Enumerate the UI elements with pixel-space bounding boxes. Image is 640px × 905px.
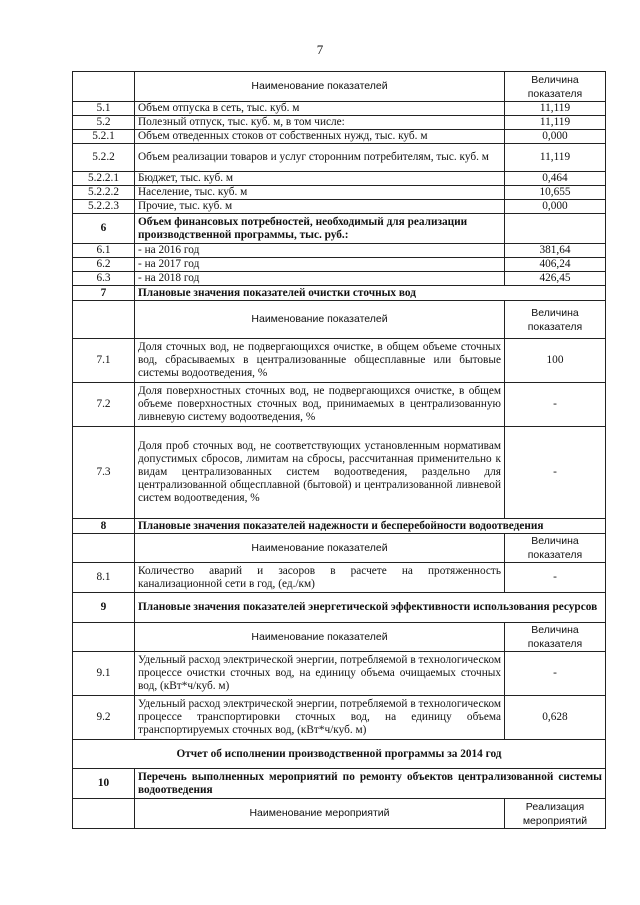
row-value: 0,000 bbox=[505, 130, 606, 144]
header-value: Величина показателя bbox=[505, 623, 606, 652]
row-number: 6.1 bbox=[73, 244, 135, 258]
row-number: 6.3 bbox=[73, 272, 135, 286]
row-name: Население, тыс. куб. м bbox=[135, 186, 505, 200]
row-value: 0,464 bbox=[505, 172, 606, 186]
section-row bbox=[73, 769, 606, 799]
row-value: 426,45 bbox=[505, 272, 606, 286]
row-number: 5.2.2.1 bbox=[73, 172, 135, 186]
row-name: Прочие, тыс. куб. м bbox=[135, 200, 505, 214]
row-value: 100 bbox=[505, 339, 606, 383]
table-header-row bbox=[73, 301, 606, 339]
table-row bbox=[73, 696, 606, 740]
table-row bbox=[73, 563, 606, 593]
section-title: Плановые значения показателей очистки сточных вод bbox=[135, 286, 606, 301]
row-name: Объем отпуска в сеть, тыс. куб. м bbox=[135, 102, 505, 116]
section-number: 8 bbox=[73, 519, 135, 534]
report-title-row bbox=[73, 740, 606, 769]
row-name: Объем отведенных стоков от собственных нужд, тыс. куб. м bbox=[135, 130, 505, 144]
row-number: 9.2 bbox=[73, 696, 135, 740]
row-name: - на 2017 год bbox=[135, 258, 505, 272]
table-row bbox=[73, 144, 606, 172]
row-value: - bbox=[505, 652, 606, 696]
table-row bbox=[73, 200, 606, 214]
section-number: 10 bbox=[73, 769, 135, 799]
section-row bbox=[73, 214, 606, 244]
table-row bbox=[73, 186, 606, 200]
header-name: Наименование показателей bbox=[135, 623, 505, 652]
section-row bbox=[73, 286, 606, 301]
row-value: 406,24 bbox=[505, 258, 606, 272]
row-value: - bbox=[505, 427, 606, 519]
header-name: Наименование показателей bbox=[135, 301, 505, 339]
section-number: 6 bbox=[73, 214, 135, 244]
row-number: 7.2 bbox=[73, 383, 135, 427]
table-header-row bbox=[73, 799, 606, 829]
row-value: 0,628 bbox=[505, 696, 606, 740]
report-title: Отчет об исполнении производственной программы за 2014 год bbox=[73, 740, 606, 769]
section-row bbox=[73, 593, 606, 623]
table-row bbox=[73, 258, 606, 272]
row-value: 11,119 bbox=[505, 116, 606, 130]
row-number: 8.1 bbox=[73, 563, 135, 593]
row-number: 9.1 bbox=[73, 652, 135, 696]
row-value: - bbox=[505, 383, 606, 427]
row-name: Удельный расход электрической энергии, потребляемой в технологическом процессе очистки сточных вод, на единицу объема очищаемых сточных вод, (кВт*ч/куб. м) bbox=[135, 652, 505, 696]
row-value: 381,64 bbox=[505, 244, 606, 258]
table-row bbox=[73, 383, 606, 427]
row-name: Объем реализации товаров и услуг сторонним потребителям, тыс. куб. м bbox=[135, 144, 505, 172]
header-value: Величина показателя bbox=[505, 534, 606, 563]
header-value: Реализация мероприятий bbox=[505, 799, 606, 829]
row-name: - на 2018 год bbox=[135, 272, 505, 286]
header-value: Величина показателя bbox=[505, 301, 606, 339]
page-number: 7 bbox=[316, 42, 324, 57]
header-value: Величина показателя bbox=[505, 72, 606, 102]
table-row bbox=[73, 339, 606, 383]
row-number: 5.2.2.2 bbox=[73, 186, 135, 200]
table-row bbox=[73, 102, 606, 116]
row-name: Доля сточных вод, не подвергающихся очистке, в общем объеме сточных вод, сбрасываемых в централизованные общесплавные или бытовые системы водоотведения, % bbox=[135, 339, 505, 383]
table-row bbox=[73, 272, 606, 286]
row-value: 0,000 bbox=[505, 200, 606, 214]
table-row bbox=[73, 116, 606, 130]
row-number: 5.1 bbox=[73, 102, 135, 116]
table-row bbox=[73, 130, 606, 144]
section-title: Плановые значения показателей надежности и бесперебойности водоотведения bbox=[135, 519, 606, 534]
table-header-row bbox=[73, 72, 606, 102]
section-number: 7 bbox=[73, 286, 135, 301]
row-value: 11,119 bbox=[505, 144, 606, 172]
row-number: 5.2.1 bbox=[73, 130, 135, 144]
section-title: Объем финансовых потребностей, необходимый для реализации производственной программы, тыс. руб.: bbox=[135, 214, 505, 244]
row-number: 5.2.2 bbox=[73, 144, 135, 172]
section-number: 9 bbox=[73, 593, 135, 623]
row-name: Доля проб сточных вод, не соответствующих установленным нормативам допустимых сбросов, лимитам на сбросы, рассчитанная применительно к видам централизованных систем водоотведения, раздельно для централизованной общесплавной (бытовой) и централизованной ливневой систем водоотведения, % bbox=[135, 427, 505, 519]
section-title: Плановые значения показателей энергетической эффективности использования ресурсов bbox=[135, 593, 606, 623]
header-name: Наименование показателей bbox=[135, 72, 505, 102]
row-value: 10,655 bbox=[505, 186, 606, 200]
row-number: 7.3 bbox=[73, 427, 135, 519]
table-row bbox=[73, 244, 606, 258]
section-title: Перечень выполненных мероприятий по ремонту объектов централизованной системы водоотведения bbox=[135, 769, 606, 799]
table-row bbox=[73, 652, 606, 696]
row-number: 7.1 bbox=[73, 339, 135, 383]
row-name: Бюджет, тыс. куб. м bbox=[135, 172, 505, 186]
header-name: Наименование мероприятий bbox=[135, 799, 505, 829]
section-row bbox=[73, 519, 606, 534]
table-row bbox=[73, 172, 606, 186]
row-number: 6.2 bbox=[73, 258, 135, 272]
row-name: Полезный отпуск, тыс. куб. м, в том числе: bbox=[135, 116, 505, 130]
row-number: 5.2 bbox=[73, 116, 135, 130]
row-number: 5.2.2.3 bbox=[73, 200, 135, 214]
row-name: Удельный расход электрической энергии, потребляемой в технологическом процессе транспортировки сточных вод, на единицу объема транспортируемых сточных вод, (кВт*ч/куб. м) bbox=[135, 696, 505, 740]
row-value: - bbox=[505, 563, 606, 593]
row-name: Количество аварий и засоров в расчете на протяженность канализационной сети в год, (ед./км) bbox=[135, 563, 505, 593]
row-name: - на 2016 год bbox=[135, 244, 505, 258]
header-name: Наименование показателей bbox=[135, 534, 505, 563]
indicators-table bbox=[72, 71, 606, 829]
table-header-row bbox=[73, 534, 606, 563]
row-value: 11,119 bbox=[505, 102, 606, 116]
table-row bbox=[73, 427, 606, 519]
row-name: Доля поверхностных сточных вод, не подвергающихся очистке, в общем объеме поверхностных сточных вод, принимаемых в централизованную ливневую систему водоотведения, % bbox=[135, 383, 505, 427]
table-header-row bbox=[73, 623, 606, 652]
